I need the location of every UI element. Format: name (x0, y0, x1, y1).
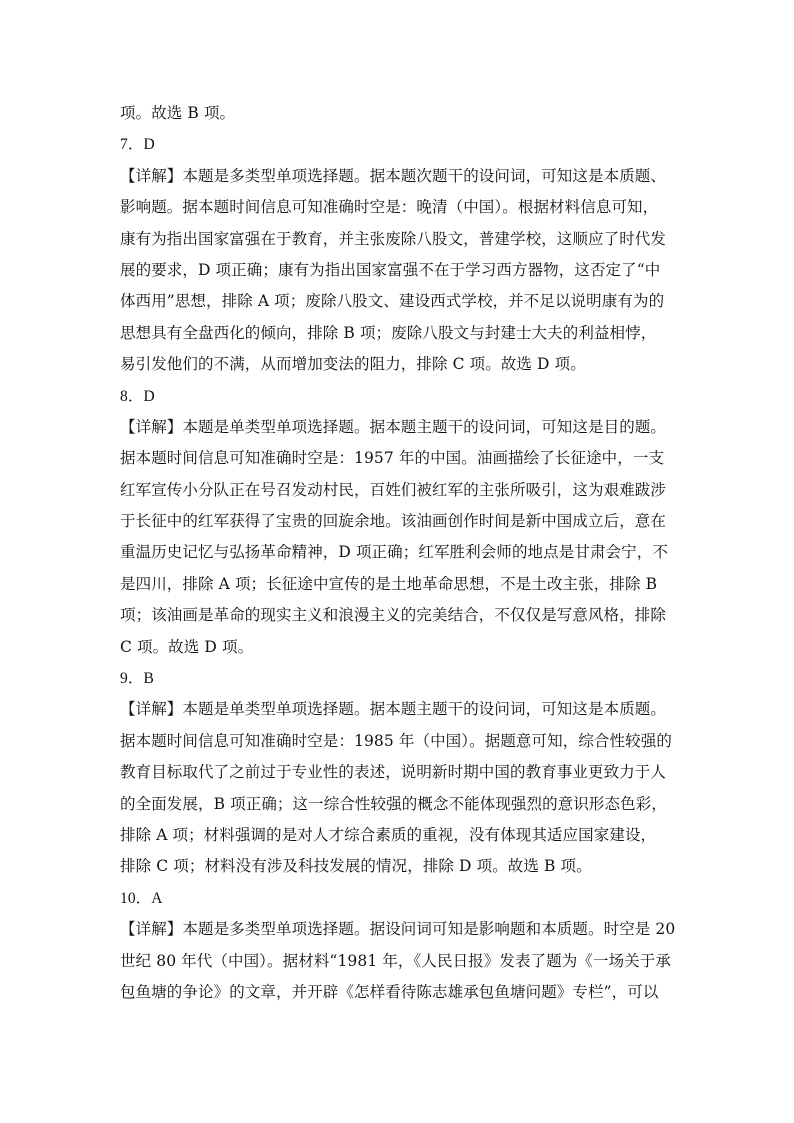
text-line: 据本题时间信息可知准确时空是：1985 年（中国）。据题意可知，综合性较强的 (120, 731, 672, 750)
text-line: 【详解】本题是多类型单项选择题。据设问词可知是影响题和本质题。时空是 20 (120, 920, 676, 939)
text-line: 易引发他们的不满，从而增加变法的阻力，排除 C 项。故选 D 项。 (120, 355, 586, 374)
question-9-answer: 9．B (120, 670, 154, 688)
text-line: 排除 A 项；材料强调的是对人才综合素质的重视，没有体现其适应国家建设， (120, 825, 657, 844)
text-line: 排除 C 项；材料没有涉及科技发展的情况，排除 D 项。故选 B 项。 (120, 857, 592, 876)
text-line: 重温历史记忆与弘扬革命精神，D 项正确；红军胜利会师的地点是甘肃会宁，不 (120, 543, 668, 562)
text-line: 项。故选 B 项。 (120, 104, 236, 122)
question-7-answer: 7．D (120, 136, 155, 154)
text-line: 康有为指出国家富强在于教育，并主张废除八股文，普建学校，这顺应了时代发 (120, 229, 667, 248)
text-line: 体西用”思想，排除 A 项；废除八股文、建设西式学校，并不足以说明康有为的 (120, 292, 665, 311)
text-line: 世纪 80 年代（中国）。据材料“1981 年，《人民日报》发表了题为《一场关于承 (120, 951, 671, 970)
answer-explanations (120, 98, 682, 1008)
text-line: 于长征中的红军获得了宝贵的回旋余地。该油画创作时间是新中国成立后，意在 (120, 512, 667, 531)
text-line: 影响题。据本题时间信息可知准确时空是：晚清（中国）。根据材料信息可知， (120, 198, 659, 217)
text-line: 【详解】本题是单类型单项选择题。据本题主题干的设问词，可知这是本质题。 (120, 700, 667, 719)
question-10-answer: 10．A (120, 889, 163, 907)
text-line: 的全面发展，B 项正确；这一综合性较强的概念不能体现强烈的意识形态色彩， (120, 794, 667, 813)
text-line: 展的要求，D 项正确；康有为指出国家富强不在于学习西方器物，这否定了“中 (120, 260, 661, 279)
text-line: 【详解】本题是多类型单项选择题。据本题次题干的设问词，可知这是本质题、 (120, 166, 667, 185)
text-line: 教育目标取代了之前过于专业性的表述，说明新时期中国的教育事业更致力于人 (120, 763, 667, 782)
text-line: 红军宣传小分队正在号召发动村民，百姓们被红军的主张所吸引，这为艰难跋涉 (120, 480, 667, 499)
text-line: 是四川，排除 A 项；长征途中宣传的是土地革命思想，不是土改主张，排除 B (120, 574, 658, 593)
text-line: 思想具有全盘西化的倾向，排除 B 项；废除八股文与封建士大夫的利益相悖， (120, 323, 657, 342)
text-line: 【详解】本题是单类型单项选择题。据本题主题干的设问词，可知这是目的题。 (120, 417, 667, 436)
text-line: 据本题时间信息可知准确时空是：1957 年的中国。油画描绘了长征途中，一支 (120, 449, 665, 468)
text-line: 项；该油画是革命的现实主义和浪漫主义的完美结合，不仅仅是写意风格，排除 (120, 606, 667, 625)
text-line: C 项。故选 D 项。 (120, 637, 254, 656)
question-8-answer: 8．D (120, 387, 155, 405)
text-line: 包鱼塘的争论》的文章，并开辟《怎样看待陈志雄承包鱼塘问题》专栏”，可以 (120, 982, 659, 1001)
